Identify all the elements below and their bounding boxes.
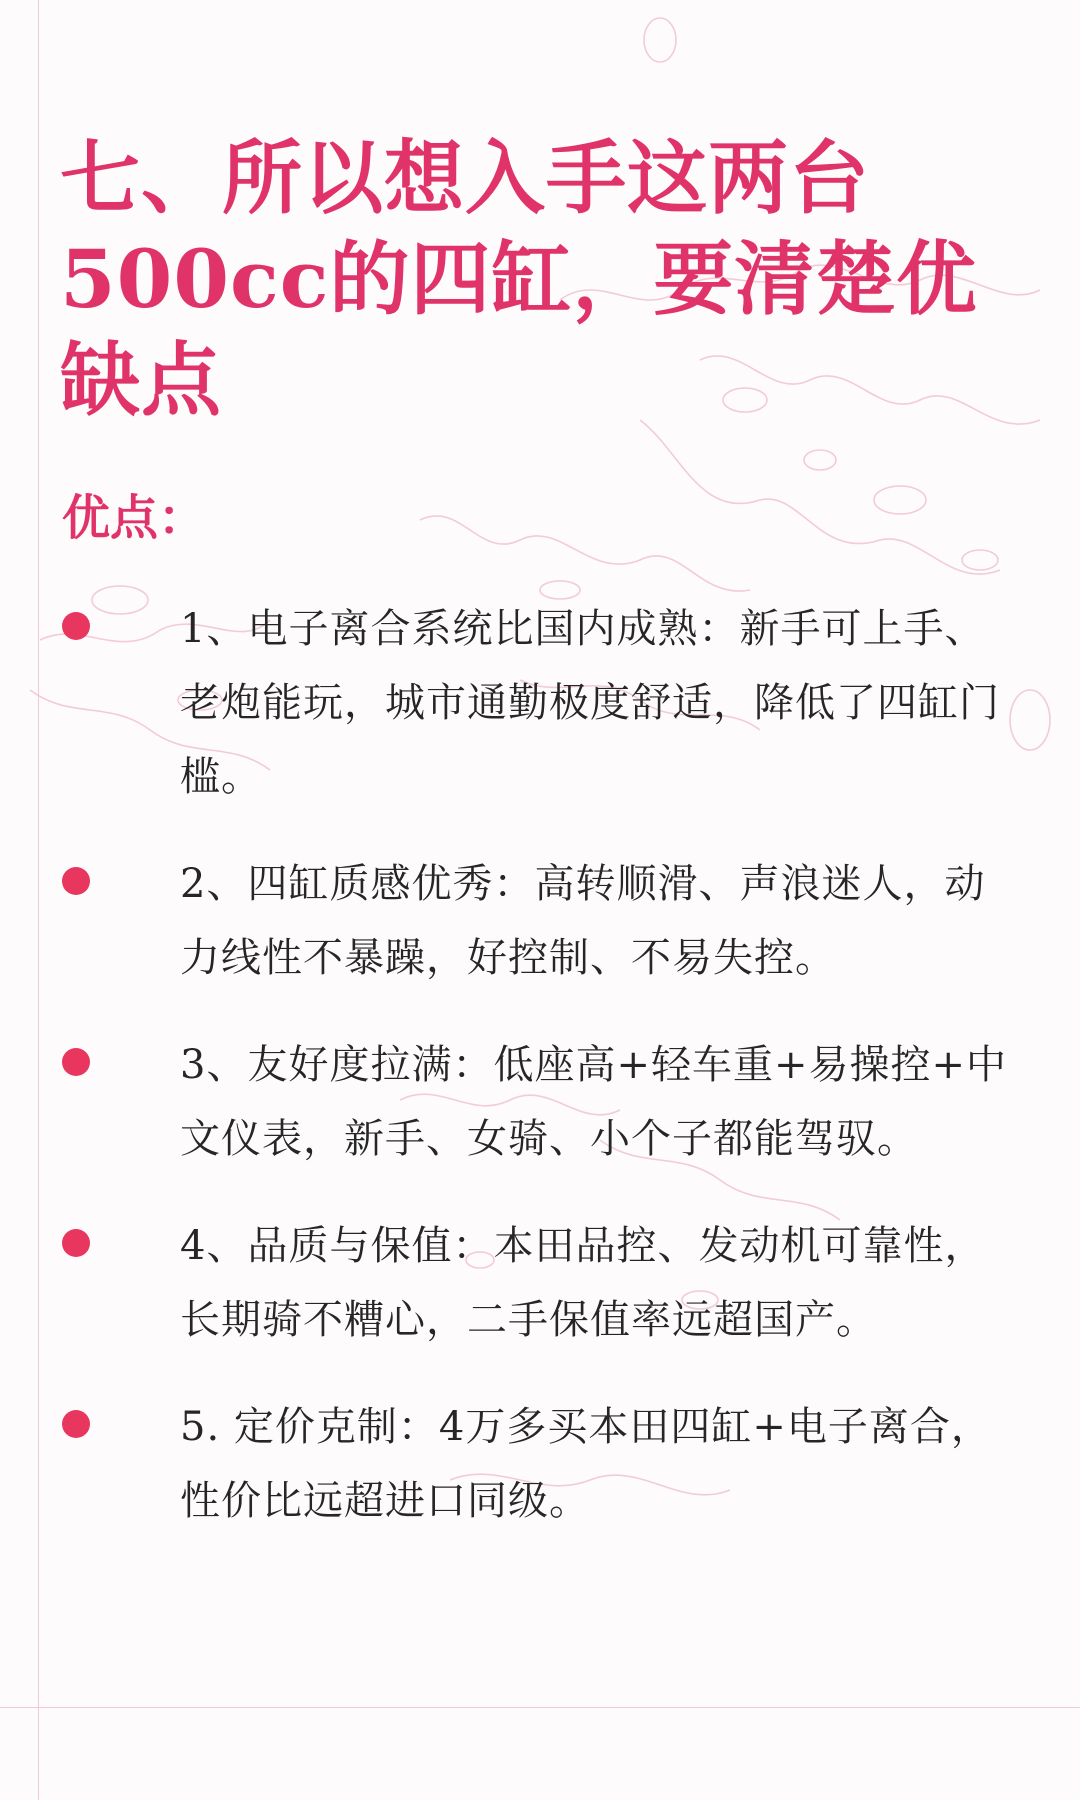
list-item-text: 1、电子离合系统比国内成熟：新手可上手、老炮能玩，城市通勤极度舒适，降低了四缸门槛。 (180, 606, 1000, 800)
list-item (0, 592, 1080, 814)
list-item (0, 847, 1080, 995)
page-title: 七、所以想入手这两台500cc的四缸，要清楚优缺点 (60, 131, 978, 427)
bullet-dot-icon (62, 612, 90, 640)
list-item-text: 5. 定价克制：4万多买本田四缸+电子离合，性价比远超进口同级。 (180, 1404, 992, 1524)
list-item (0, 1028, 1080, 1176)
section-heading-advantages: 优点： (62, 490, 207, 546)
advantages-list (0, 592, 1080, 1571)
list-item-text: 4、品质与保值：本田品控、发动机可靠性，长期骑不糟心，二手保值率远超国产。 (180, 1223, 986, 1343)
horizontal-margin-line (0, 1707, 1080, 1708)
list-item-text: 2、四缸质感优秀：高转顺滑、声浪迷人，动力线性不暴躁，好控制、不易失控。 (180, 861, 986, 981)
bullet-dot-icon (62, 867, 90, 895)
bullet-dot-icon (62, 1229, 90, 1257)
list-item-text: 3、友好度拉满：低座高+轻车重+易操控+中文仪表，新手、女骑、小个子都能驾驭。 (180, 1042, 1007, 1162)
bullet-dot-icon (62, 1048, 90, 1076)
list-item (0, 1390, 1080, 1538)
list-item (0, 1209, 1080, 1357)
bullet-dot-icon (62, 1410, 90, 1438)
